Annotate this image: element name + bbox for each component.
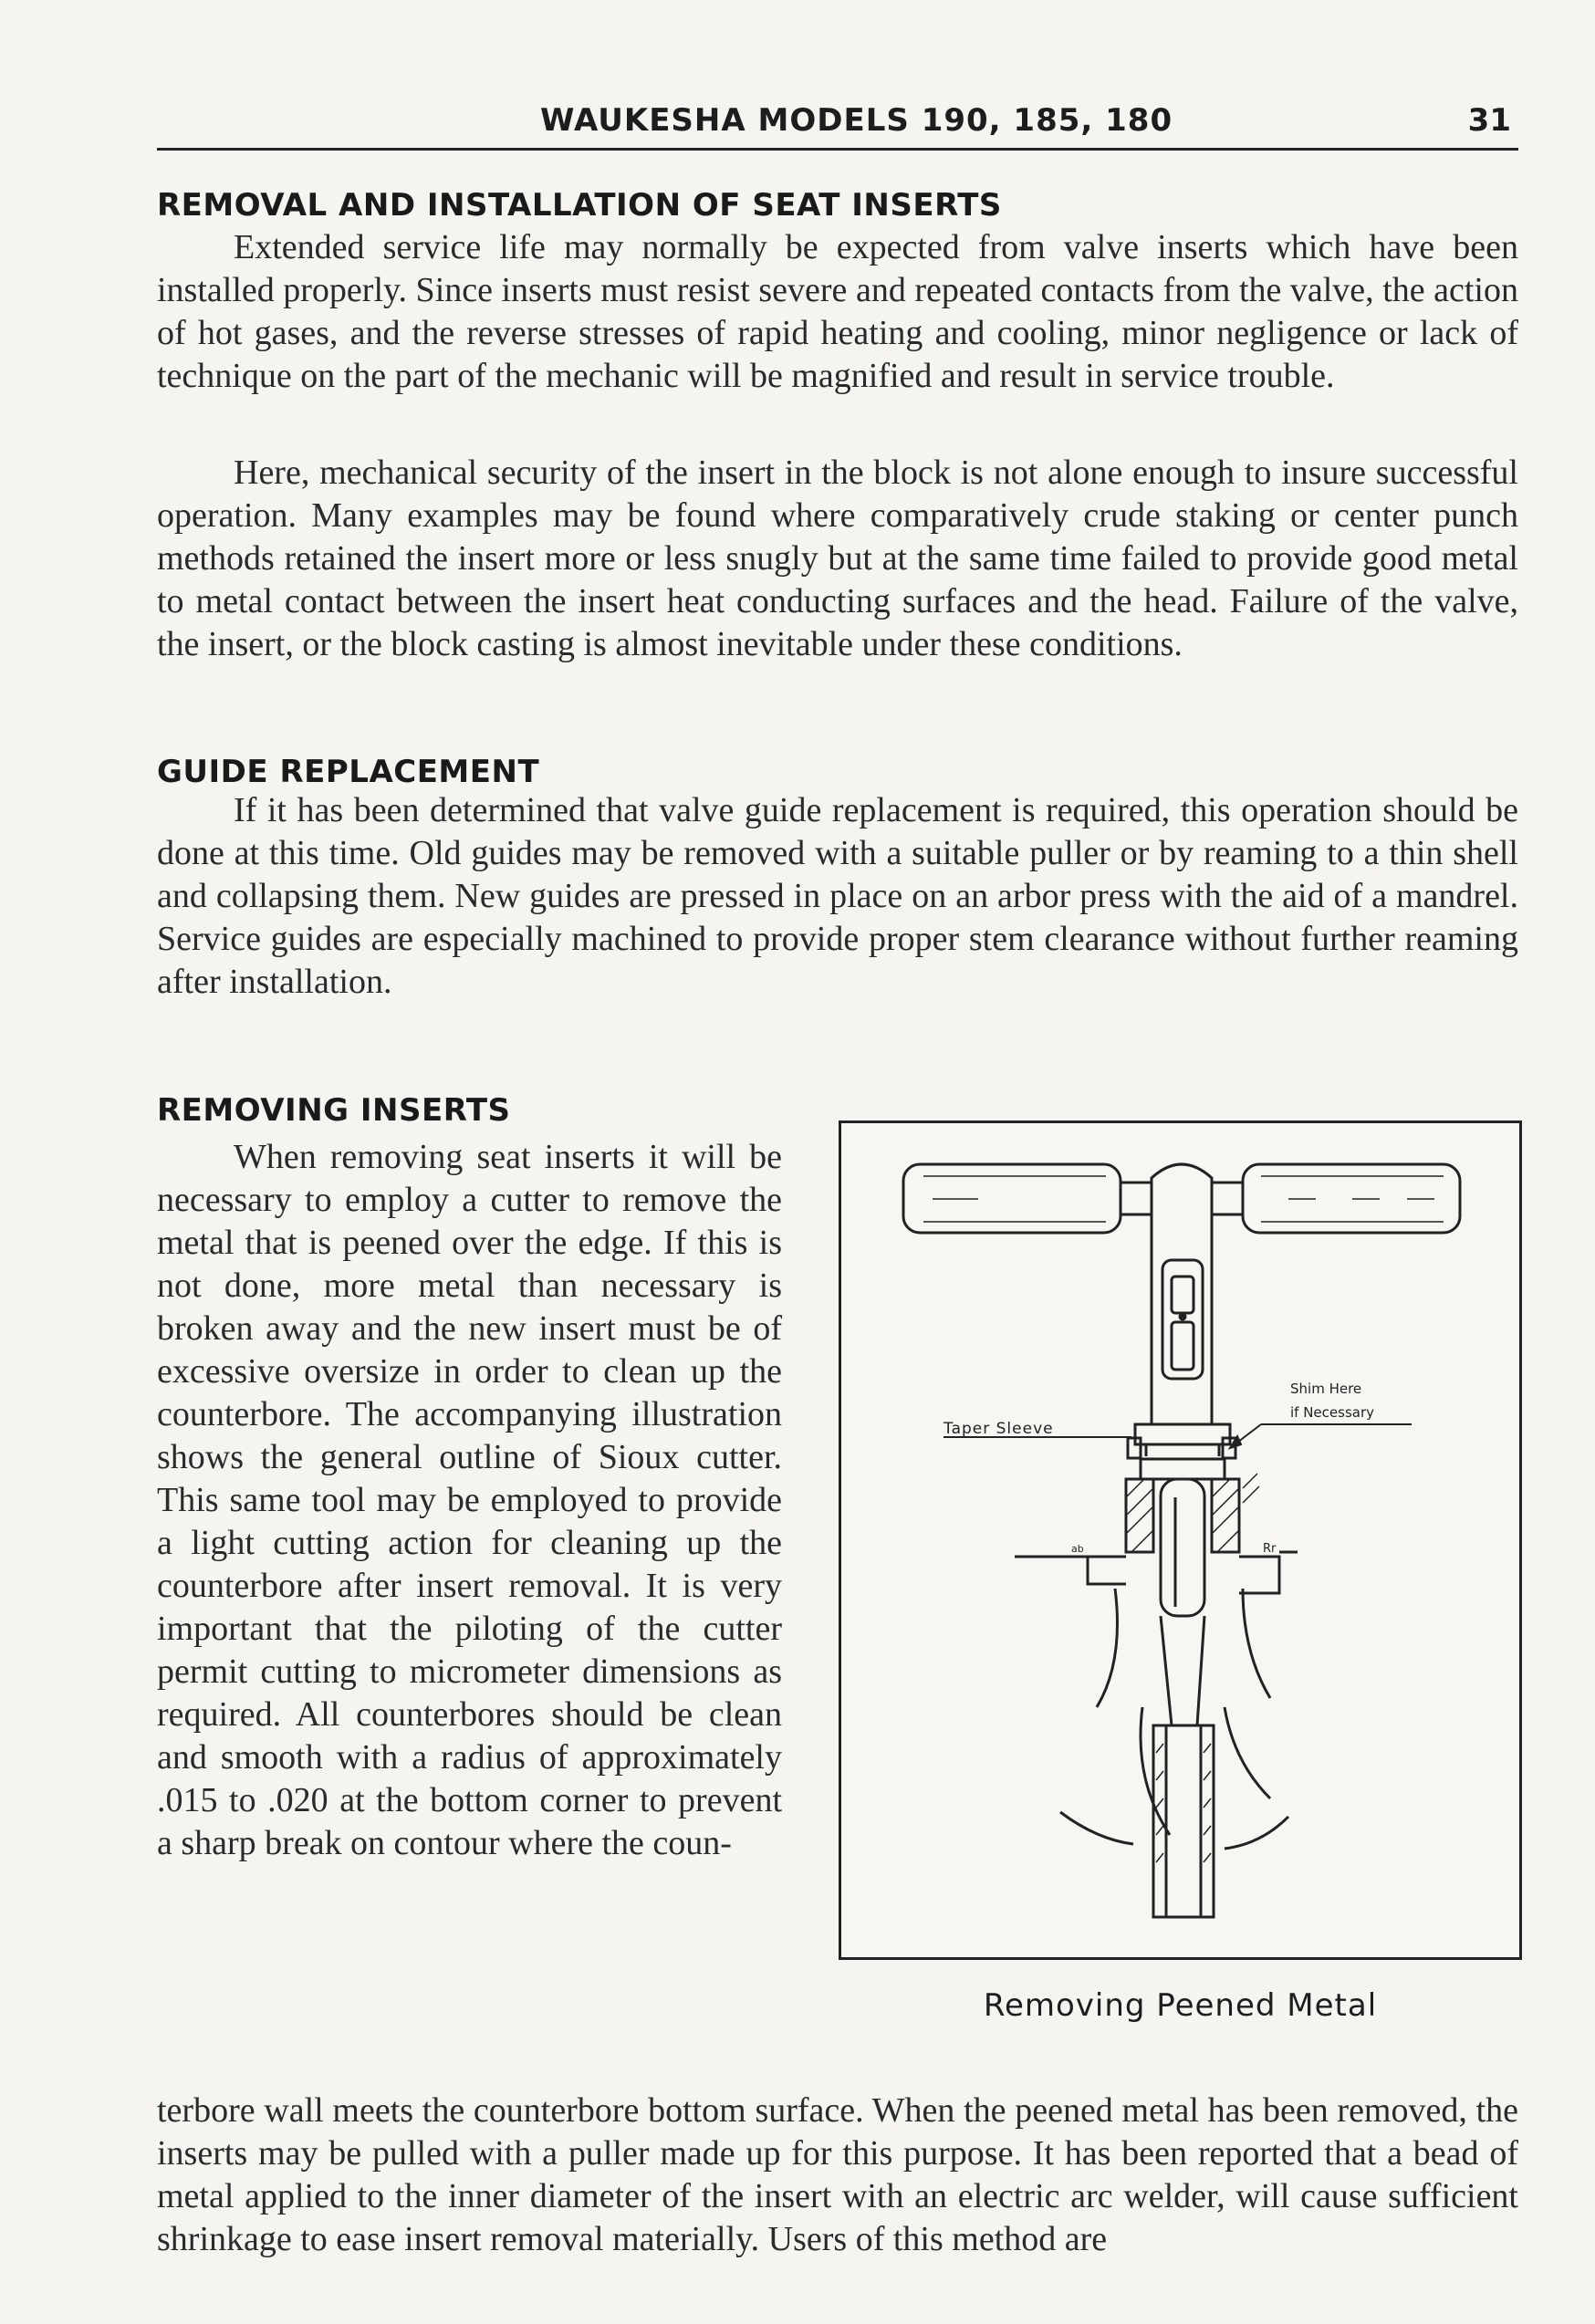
- page-number: 31: [1467, 102, 1511, 139]
- figure-peened-metal-cutter: [839, 1120, 1522, 1960]
- label-shim-line2: if Necessary: [1290, 1404, 1375, 1421]
- running-title: WAUKESHA MODELS 190, 185, 180: [540, 102, 1173, 139]
- paragraph-seat-inserts-1: Extended service life may normally be expected from valve inserts which have been installed properly. Since inserts must resist severe and repeated contacts from the valve, the action of hot gases, and the reverse stresses of rapid heating and cooling, minor negligence or lack of technique on the part of the mechanic will be magnified and result in service trouble.: [157, 228, 1518, 395]
- cutter-head: [1126, 1459, 1239, 1616]
- section-heading-guide-replacement: GUIDE REPLACEMENT: [157, 754, 540, 790]
- pilot-stem: [1153, 1616, 1214, 1917]
- section-heading-removing-inserts: REMOVING INSERTS: [157, 1092, 511, 1129]
- cutter-shaft: [1152, 1164, 1212, 1424]
- right-handle-grip: [1243, 1164, 1460, 1233]
- label-small-a: ab: [1071, 1543, 1084, 1555]
- paragraph-guide-replacement: If it has been determined that valve guide replacement is required, this operation should be done at this time. Old guides may be removed with a suitable puller or by reaming to a thin shell and collapsing them. New guides are pressed in place on an arbor press with the aid of a mandrel. Service guides are especially machined to provide proper stem clearance without further reaming after installation.: [157, 791, 1518, 1001]
- cylinder-block: [1015, 1552, 1298, 1849]
- cutter-illustration: [841, 1123, 1525, 1963]
- paragraph-seat-inserts-2: Here, mechanical security of the insert in the block is not alone enough to insure successful operation. Many examples may be found where comparatively crude staking or center punch methods retained the insert more or less snugly but at the same time failed to provide good metal to metal contact between the insert heat conducting surfaces and the head. Failure of the valve, the insert, or the block casting is almost inevitable under these conditions.: [157, 453, 1518, 663]
- label-shim-line1: Shim Here: [1290, 1381, 1362, 1397]
- left-handle-grip: [903, 1164, 1121, 1233]
- figure-caption: Removing Peened Metal: [983, 1987, 1378, 2024]
- paragraph-removing-inserts-part1: When removing seat inserts it will be necessary to employ a cutter to remove the metal that is peened over the edge. If this is not done, more metal than necessary is broken away and the new insert must be of excessive oversize in order to clean up the counterbore. The accompanying illustration shows the general outline of Sioux cutter. This same tool may be employed to provide a light cutting action for cleaning up the counterbore after insert removal. It is very important that the piloting of the cutter permit cutting to micrometer dimensions as required. All counterbores should be clean and smooth with a radius of approximately .015 to .020 at the bottom corner to prevent a sharp break on contour where the coun-: [157, 1138, 782, 1862]
- label-small-b: Rr: [1263, 1542, 1277, 1556]
- taper-sleeve: [1128, 1424, 1235, 1458]
- running-header: [157, 102, 1518, 151]
- section-heading-seat-inserts: REMOVAL AND INSTALLATION OF SEAT INSERTS: [157, 187, 1002, 224]
- paragraph-removing-inserts-part2: terbore wall meets the counterbore bottom surface. When the peened metal has been removed, the inserts may be pulled with a puller made up for this purpose. It has been reported that a bead of metal applied to the inner diameter of the insert with an electric arc welder, will cause sufficient shrinkage to ease insert removal materially. Users of this method are: [157, 2091, 1518, 2258]
- shim-pointer: [1230, 1424, 1412, 1448]
- label-taper-sleeve: Taper Sleeve: [943, 1420, 1054, 1438]
